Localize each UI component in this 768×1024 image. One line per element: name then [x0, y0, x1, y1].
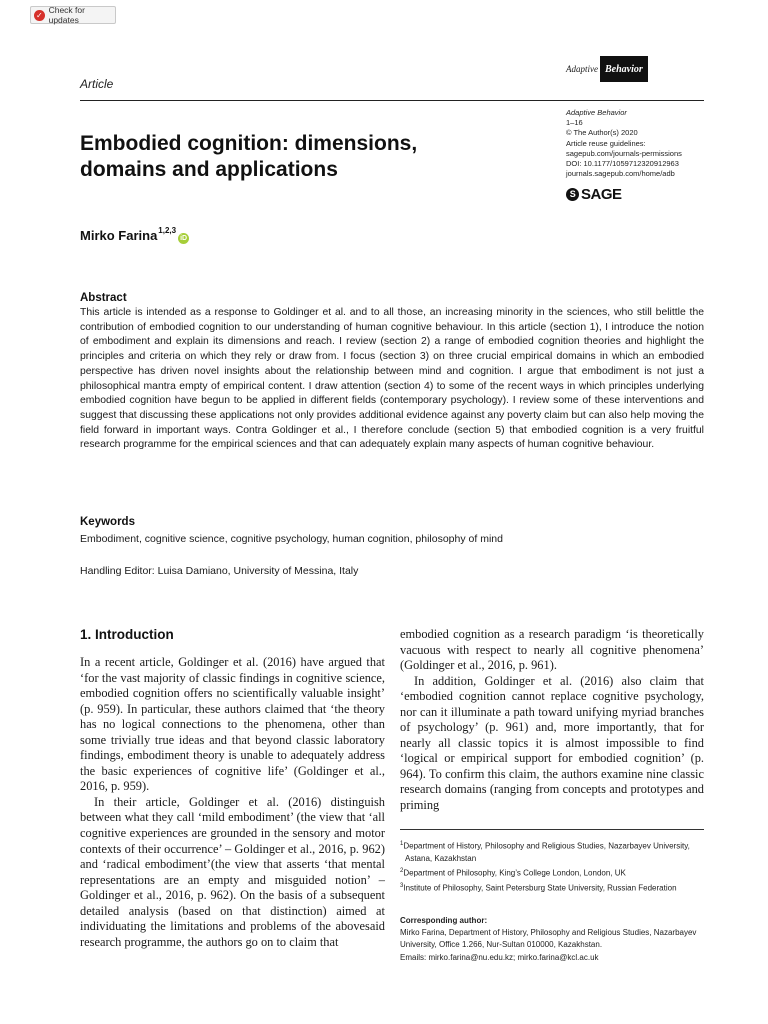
article-type: Article — [80, 77, 114, 91]
footnote-divider — [400, 829, 704, 830]
check-updates-icon: ✓ — [35, 10, 43, 20]
author-name: Mirko Farina — [80, 228, 158, 243]
journal-homepage-link[interactable]: journals.sagepub.com/home/adb — [566, 169, 675, 179]
footnote-text: Institute of Philosophy, Saint Petersburg State University, Russian Federation — [403, 883, 677, 893]
publisher-name: SAGE — [581, 186, 622, 203]
sage-logo-icon: S — [566, 188, 579, 201]
corresponding-author-address: Mirko Farina, Department of History, Philosophy and Religious Studies, Nazarbayev University, Office 1.266, Nur-Sultan 010000, Kazakhstan. — [400, 928, 697, 950]
page-range: 1–16 — [566, 118, 583, 128]
right-column — [400, 627, 704, 814]
footnote-mark: 1 — [400, 841, 404, 847]
footnote-1 — [400, 838, 704, 865]
check-updates-label: Check for updates — [48, 5, 85, 25]
orcid-icon[interactable]: iD — [180, 235, 188, 242]
affiliation-footnotes — [400, 838, 704, 895]
reuse-label: Article reuse guidelines: — [566, 138, 646, 148]
intro-paragraph-2: In their article, Goldinger et al. (2016) distinguish between what they call ‘mild embodiment’ (the view that ‘all cognitive experiences are grounded in the sensory and motor contexts of their occurrence’ – Goldinger et al., 2016, p. 962) and ‘radical embodiment’(the view that asserts ‘that mental representations are an empty and misguided notion’ – Goldinger et al., 2016, p. 962). On the basis of a subsequent detailed analysis (based on that distinction) aimed at individuating the limitations and problems of the abovesaid research programme, the authors go on to claim that — [80, 794, 385, 949]
corresponding-author-emails[interactable]: Emails: mirko.farina@nu.edu.kz; mirko.farina@kcl.ac.uk — [400, 952, 599, 962]
keywords-heading: Keywords — [80, 516, 135, 528]
left-column — [80, 655, 385, 950]
doi-link[interactable]: DOI: 10.1177/1059712320912963 — [566, 159, 679, 169]
publisher-logo — [566, 186, 622, 203]
keywords-text: Embodiment, cognitive science, cognitive psychology, human cognition, philosophy of mind — [80, 533, 503, 545]
intro-paragraph-3: embodied cognition as a research paradigm ‘is theoretically vacuous with respect to nearly all cognitive phenomena’ (Goldinger et al., 2016, p. 961). — [400, 627, 704, 673]
copyright: © The Author(s) 2020 — [566, 128, 638, 138]
footnote-mark: 3 — [400, 882, 404, 889]
author-affiliation-marks: 1,2,3 — [158, 226, 177, 235]
abstract-heading: Abstract — [80, 292, 127, 304]
footnote-mark: 2 — [400, 868, 404, 875]
intro-paragraph-1: In a recent article, Goldinger et al. (2016) have argued that ‘for the vast majority of classic findings in cognitive science, embodied cognition offers no scientifically valuable insight’ (p. 959). In particular, these authors claimed that ‘the theory has no logical connections to the phenomena, other than some trivially true ideas and that beyond classic laboratory findings, embodiment theory is unable to adequately address the basic experiences of cognitive life’ (Goldinger et al., 2016, p. 959). — [80, 655, 385, 794]
footnote-2 — [400, 865, 704, 880]
check-for-updates-button[interactable] — [30, 6, 116, 24]
journal-logo-part1: Adaptive — [566, 64, 598, 74]
author-block — [80, 228, 189, 244]
footnote-text: Department of History, Philosophy and Religious Studies, Nazarbayev University, Astana, Kazakhstan — [403, 841, 690, 863]
journal-logo — [566, 56, 648, 82]
corresponding-author-heading: Corresponding author: — [400, 916, 488, 925]
reuse-link[interactable]: sagepub.com/journals-permissions — [566, 148, 682, 158]
paper-title: Embodied cognition: dimensions, domains and applications — [80, 132, 418, 181]
footnote-text: Department of Philosophy, King’s College London, London, UK — [403, 868, 626, 878]
handling-editor: Handling Editor: Luisa Damiano, University of Messina, Italy — [80, 565, 359, 577]
journal-name: Adaptive Behavior — [566, 108, 627, 117]
footnote-3 — [400, 880, 704, 895]
introduction-heading: 1. Introduction — [80, 627, 174, 642]
abstract-text: This article is intended as a response to Goldinger et al. and to all those, an increasing minority in the sciences, who still belittle the contribution of embodied cognition to our understanding of human cognitive behaviour. In this article (section 1), I introduce the notion of embodiment and explain its dimensions and reach. I review (section 2) a range of embodied cognition theories and highlight the principles and criteria on which they rely or draw from. I focus (section 3) on three crucial empirical domains in which an embodied perspective has driven novel insights about the relationship between mind and cognition. I argue that embodiment is not just a philosophical mantra empty of empirical content. I draw attention (section 4) to some of the recent ways in which principles underlying embodied cognition have begun to be applied in different fields (contemporary psychology). I review some of these interventions and suggest that discussing these applications not only provides additional evidence against any poverty claim but can also help moving the field forward in important ways. Contra Goldinger et al., I therefore conclude (section 5) that embodied cognition is a very fruitful research programme for the empirical sciences and that can adequately explain many aspects of human cognitive behaviour. — [80, 307, 704, 451]
intro-paragraph-4: In addition, Goldinger et al. (2016) also claim that ‘embodied cognition cannot replace cognitive psychology, nor can it illuminate a path toward unifying myriad branches of psychology’ (p. 961) and, more importantly, that for nearly all classic topics it is almost impossible to find ‘logical or empirical support for embodied cognition’ (p. 964). To confirm this claim, the authors examine nine classic research domains (ranging from concepts and prototypes and priming — [400, 673, 704, 813]
journal-info — [566, 108, 716, 179]
header-divider — [80, 100, 704, 101]
corresponding-author — [400, 915, 704, 964]
journal-logo-part2: Behavior — [600, 56, 648, 82]
